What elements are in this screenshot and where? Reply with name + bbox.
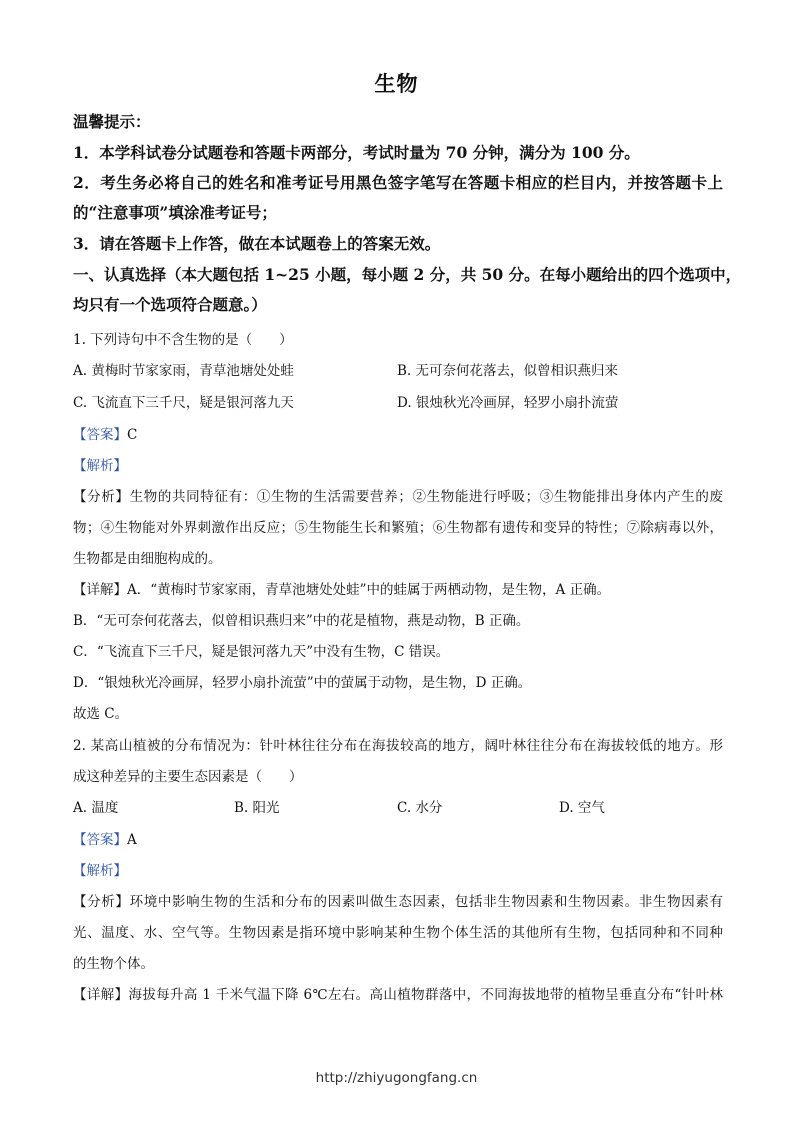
question-1-detail-a <box>73 578 723 598</box>
footer-url: http://zhiyugongfang.cn <box>315 1070 478 1086</box>
question-2-analysis-heading <box>73 859 723 879</box>
analysis-tag: 【解析】 <box>73 458 127 474</box>
question-1-conclusion: 故选 C。 <box>73 706 129 722</box>
notice-item-3: 3．请在答题卡上作答，做在本试题卷上的答案无效。 <box>73 234 441 253</box>
detail-tag: 【详解】 <box>73 987 129 1003</box>
fenxi-text: 生物的共同特征有：①生物的生活需要营养；②生物能进行呼吸；③生物能排出身体内产生的废 <box>129 489 723 505</box>
question-1-option-c: C. 飞流直下三千尺，疑是银河落九天 <box>73 395 294 411</box>
answer-tag: 【答案】 <box>73 427 127 443</box>
answer-tag: 【答案】 <box>73 832 127 848</box>
question-1-analysis-heading <box>73 454 723 474</box>
question-2-fenxi-line-2: 光、温度、水、空气等。生物因素是指环境中影响某种生物个体生活的其他所有生物，包括同种和不同种 <box>73 925 723 941</box>
analysis-tag: 【解析】 <box>73 863 127 879</box>
question-2-option-c: C. 水分 <box>397 800 443 816</box>
question-2-fenxi-line-1 <box>73 890 723 910</box>
question-1-fenxi-line-2: 物；④生物能对外界刺激作出反应；⑤生物能生长和繁殖；⑥生物都有遗传和变异的特性；⑦除病毒以外， <box>73 520 723 536</box>
notice-heading: 温馨提示： <box>73 112 151 131</box>
notice-item-2-line-2: 的“注意事项”填涂准考证号； <box>73 203 277 222</box>
question-2-stem-line-2: 成这种差异的主要生态因素是（ ） <box>73 769 303 785</box>
question-1-answer <box>73 423 723 443</box>
question-2-answer <box>73 828 723 848</box>
answer-value: A <box>127 832 137 848</box>
notice-item-1: 1．本学科试卷分试题卷和答题卡两部分，考试时量为 70 分钟，满分为 100 分。 <box>73 143 640 162</box>
question-1-detail-b: B．“无可奈何花落去，似曾相识燕归来”中的花是植物，燕是动物，B 正确。 <box>73 613 530 629</box>
section-heading-line-1: 一、认真选择（本大题包括 1~25 小题，每小题 2 分，共 50 分。在每小题给出的四个选项中， <box>73 265 742 284</box>
question-1-option-d: D. 银烛秋光冷画屏，轻罗小扇扑流萤 <box>397 395 619 411</box>
fenxi-tag: 【分析】 <box>73 894 130 910</box>
question-1-fenxi-line-1 <box>73 485 723 505</box>
question-2-option-d: D. 空气 <box>559 800 605 816</box>
question-1-option-b: B. 无可奈何花落去，似曾相识燕归来 <box>397 363 619 379</box>
detail-text: 海拔每升高 1 千米气温下降 6℃左右。高山植物群落中，不同海拔地带的植物呈垂直分布“针叶林 <box>128 987 723 1003</box>
section-heading-line-2: 均只有一个选项符合题意。） <box>73 295 267 314</box>
page-title: 生物 <box>374 71 419 96</box>
question-2-option-b: B. 阳光 <box>234 800 280 816</box>
fenxi-tag: 【分析】 <box>73 489 130 505</box>
question-2-stem-line-1: 2. 某高山植被的分布情况为：针叶林往往分布在海拔较高的地方，阔叶林往往分布在海拔较低的地方。形 <box>73 738 723 754</box>
question-2-option-a: A. 温度 <box>73 800 119 816</box>
question-1-fenxi-line-3: 生物都是由细胞构成的。 <box>73 551 222 567</box>
notice-item-2-line-1: 2．考生务必将自己的姓名和准考证号用黑色签字笔写在答题卡相应的栏目内，并按答题卡上 <box>73 173 723 192</box>
question-2-fenxi-line-3: 的生物个体。 <box>73 956 154 972</box>
question-1-detail-d: D．“银烛秋光冷画屏，轻罗小扇扑流萤”中的萤属于动物，是生物，D 正确。 <box>73 675 532 691</box>
question-1-option-a: A. 黄梅时节家家雨，青草池塘处处蛙 <box>73 363 294 379</box>
fenxi-text: 环境中影响生物的生活和分布的因素叫做生态因素，包括非生物因素和生物因素。非生物因素有 <box>129 894 723 910</box>
answer-value: C <box>127 427 138 443</box>
detail-a-text: A．“黄梅时节家家雨，青草池塘处处蛙”中的蛙属于两栖动物，是生物，A 正确。 <box>127 582 611 598</box>
question-1-stem: 1. 下列诗句中不含生物的是（ ） <box>73 332 293 348</box>
detail-tag: 【详解】 <box>73 582 127 598</box>
question-2-detail-line-1 <box>73 983 723 1003</box>
question-1-detail-c: C．“飞流直下三千尺，疑是银河落九天”中没有生物，C 错误。 <box>73 644 450 660</box>
